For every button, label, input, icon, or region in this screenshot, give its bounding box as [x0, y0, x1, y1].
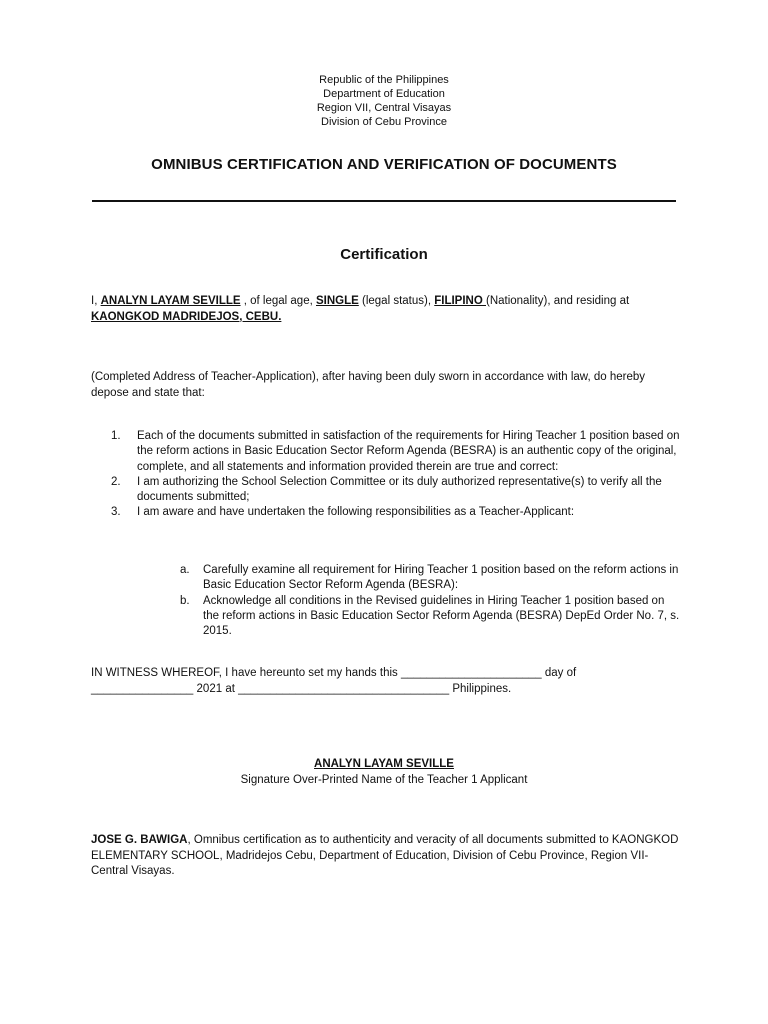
intro-paragraph	[91, 294, 681, 325]
intro-text-1: , of legal age,	[240, 295, 316, 307]
header-line-republic: Republic of the Philippines	[319, 74, 449, 86]
header-line-division: Division of Cebu Province	[321, 116, 447, 128]
document-title: OMNIBUS CERTIFICATION AND VERIFICATION OF DOCUMENTS	[151, 156, 617, 173]
address-paragraph: (Completed Address of Teacher-Application), after having been duly sworn in accordance with law, do hereby depose and state that:	[91, 371, 646, 399]
intro-text-2: (legal status),	[358, 295, 435, 307]
closing-paragraph	[91, 833, 681, 880]
signature-name: ANALYN LAYAM SEVILLE	[314, 758, 454, 770]
header-line-department: Department of Education	[323, 88, 445, 100]
list-item-text: I am aware and have undertaken the following responsibilities as a Teacher-Applicant:	[137, 506, 575, 519]
responsibility-list	[180, 563, 680, 639]
intro-text-3: (Nationality), and residing at	[485, 295, 630, 307]
list-item-text: I am authorizing the School Selection Committee or its duly authorized representative(s) to verify all the documents submitted;	[137, 475, 662, 504]
list-marker: a.	[180, 564, 190, 576]
list-item	[91, 429, 681, 475]
applicant-name: ANALYN LAYAM SEVILLE	[100, 295, 241, 307]
witness-text-2: day of	[541, 667, 577, 679]
list-marker: 2.	[111, 475, 121, 488]
nationality: FILIPINO	[434, 295, 486, 307]
day-blank: ______________________	[400, 667, 542, 679]
list-item	[91, 505, 681, 520]
section-title-certification: Certification	[340, 246, 428, 263]
witness-paragraph	[91, 666, 681, 697]
residence-address: KAONGKOD MADRIDEJOS, CEBU.	[91, 310, 282, 323]
list-marker: b.	[180, 594, 190, 607]
month-blank: ________________	[91, 682, 194, 695]
document-header	[0, 73, 768, 129]
declaration-list	[91, 429, 681, 521]
list-marker: 3.	[111, 506, 121, 519]
list-item	[180, 563, 680, 594]
list-item-text: Each of the documents submitted in satisfaction of the requirements for Hiring Teacher 1 position based on the reform actions in Basic Education Sector Reform Agenda (BESRA) is an authentic copy of the original, complete, and all statements and information provided therein are true and correct:	[137, 430, 680, 473]
witness-text-4: Philippines.	[449, 682, 512, 695]
place-blank: _________________________________	[238, 682, 450, 695]
intro-pre: I,	[91, 295, 101, 307]
list-item-text: Acknowledge all conditions in the Revised guidelines in Hiring Teacher 1 position based on the reform actions in Basic Education Sector Reform Agenda (BESRA) DepEd Order No. 7, s. 2015.	[203, 594, 680, 638]
legal-status: SINGLE	[316, 295, 359, 307]
closing-text: , Omnibus certification as to authenticity and veracity of all documents submitted to KAONGKOD ELEMENTARY SCHOOL, Madridejos Cebu, Department of Education, Division of Cebu Province, Region VII- Central Visayas.	[91, 834, 679, 877]
witness-text-3: 2021 at	[193, 682, 239, 695]
title-divider	[92, 200, 676, 202]
list-marker: 1.	[111, 430, 121, 442]
list-item-text: Carefully examine all requirement for Hiring Teacher 1 position based on the reform actions in Basic Education Sector Reform Agenda (BESRA):	[203, 564, 679, 592]
witness-text-1: IN WITNESS WHEREOF, I have hereunto set my hands this	[91, 667, 401, 679]
header-line-region: Region VII, Central Visayas	[316, 102, 452, 114]
signature-caption: Signature Over-Printed Name of the Teacher 1 Applicant	[240, 774, 528, 786]
list-item	[180, 594, 680, 640]
list-item	[91, 475, 681, 506]
certifier-name: JOSE G. BAWIGA	[91, 834, 188, 846]
